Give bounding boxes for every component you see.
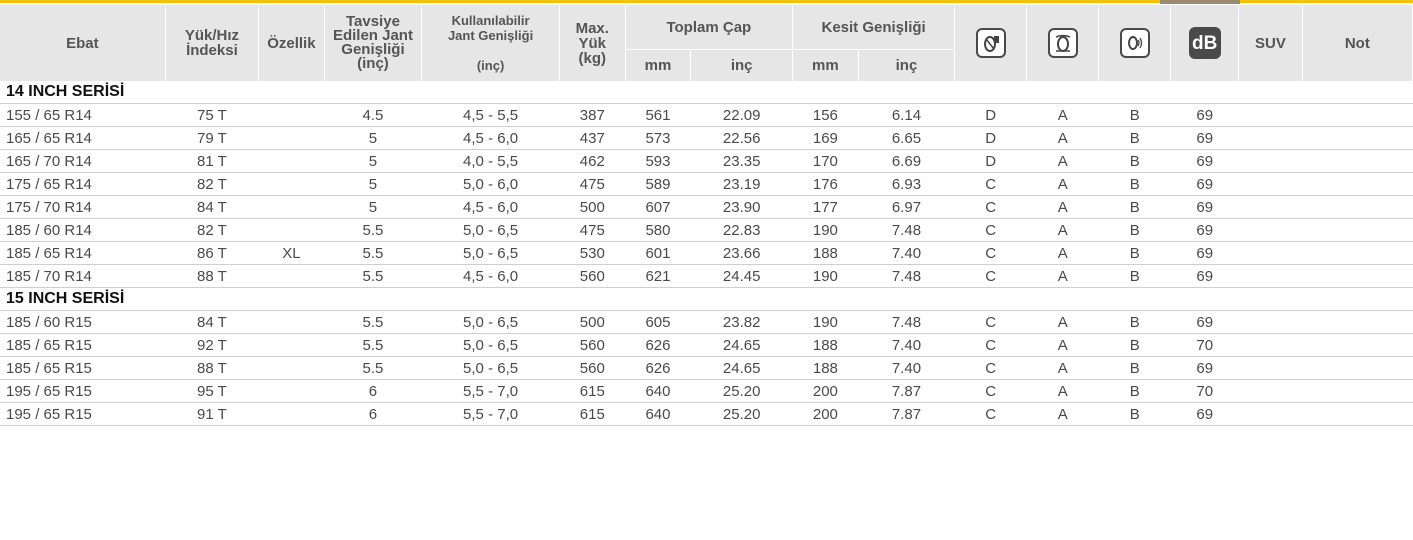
cell-kesit-mm: 188 [793, 334, 859, 357]
cell-not [1302, 357, 1412, 380]
cell-kesit-mm: 176 [793, 173, 859, 196]
cell-noise: B [1099, 357, 1171, 380]
cell-db: 69 [1171, 127, 1239, 150]
cell-wet: A [1027, 127, 1099, 150]
cell-kullanilabilir: 4,5 - 6,0 [422, 265, 560, 288]
table-row [0, 150, 1413, 173]
table-row [0, 380, 1413, 403]
cell-ebat: 185 / 65 R14 [0, 242, 165, 265]
cell-max: 615 [559, 403, 625, 426]
col-tavsiye: Tavsiye Edilen Jant Genişliği (inç) [324, 5, 421, 81]
cell-not [1302, 403, 1412, 426]
table-row [0, 104, 1413, 127]
cell-cap-mm: 593 [625, 150, 691, 173]
cell-db: 69 [1171, 173, 1239, 196]
table-header [0, 5, 1413, 81]
cell-noise: B [1099, 380, 1171, 403]
cell-max: 615 [559, 380, 625, 403]
cell-ozellik [259, 127, 325, 150]
cell-cap-inc: 24.45 [691, 265, 793, 288]
cell-not [1302, 127, 1412, 150]
col-yuk-hiz: Yük/Hız İndeksi [165, 5, 258, 81]
cell-kullanilabilir: 5,0 - 6,5 [422, 242, 560, 265]
cell-ozellik [259, 173, 325, 196]
cell-kesit-inc: 7.40 [858, 242, 954, 265]
cell-noise: B [1099, 242, 1171, 265]
cell-tavsiye: 4.5 [324, 104, 421, 127]
cell-fuel: C [955, 334, 1027, 357]
cell-max: 475 [559, 173, 625, 196]
cell-yuk: 82 T [165, 219, 258, 242]
cell-max: 500 [559, 311, 625, 334]
cell-noise: B [1099, 127, 1171, 150]
cell-ebat: 175 / 70 R14 [0, 196, 165, 219]
cell-ebat: 155 / 65 R14 [0, 104, 165, 127]
cell-kesit-mm: 200 [793, 380, 859, 403]
cell-not [1302, 150, 1412, 173]
cell-cap-mm: 607 [625, 196, 691, 219]
cell-kesit-mm: 200 [793, 403, 859, 426]
cell-db: 69 [1171, 104, 1239, 127]
cell-fuel: C [955, 311, 1027, 334]
cell-db: 69 [1171, 311, 1239, 334]
cell-cap-mm: 580 [625, 219, 691, 242]
cell-wet: A [1027, 242, 1099, 265]
cell-kesit-inc: 7.40 [858, 334, 954, 357]
series-header-row [0, 81, 1413, 104]
cell-cap-mm: 605 [625, 311, 691, 334]
cell-kullanilabilir: 4,5 - 6,0 [422, 127, 560, 150]
cell-yuk: 81 T [165, 150, 258, 173]
cell-kesit-inc: 7.87 [858, 380, 954, 403]
cell-kesit-mm: 190 [793, 219, 859, 242]
cell-suv [1239, 334, 1303, 357]
cell-suv [1239, 311, 1303, 334]
col-kesit-genisligi: Kesit Genişliği [793, 5, 955, 50]
cell-cap-inc: 22.56 [691, 127, 793, 150]
cell-noise: B [1099, 311, 1171, 334]
cell-kesit-inc: 6.97 [858, 196, 954, 219]
cell-suv [1239, 380, 1303, 403]
cell-cap-mm: 626 [625, 334, 691, 357]
cell-ozellik [259, 380, 325, 403]
cell-max: 475 [559, 219, 625, 242]
cell-max: 387 [559, 104, 625, 127]
col-noise [1099, 5, 1171, 81]
cell-suv [1239, 357, 1303, 380]
cell-fuel: C [955, 380, 1027, 403]
col-max-yuk: Max. Yük (kg) [559, 5, 625, 81]
cell-fuel: D [955, 127, 1027, 150]
cell-not [1302, 380, 1412, 403]
col-wet-grip [1027, 5, 1099, 81]
cell-kesit-mm: 190 [793, 311, 859, 334]
cell-yuk: 84 T [165, 196, 258, 219]
cell-cap-inc: 24.65 [691, 357, 793, 380]
cell-cap-inc: 25.20 [691, 403, 793, 426]
cell-kesit-inc: 6.93 [858, 173, 954, 196]
cell-wet: A [1027, 357, 1099, 380]
decibel-icon: dB [1189, 27, 1221, 59]
cell-kesit-inc: 6.14 [858, 104, 954, 127]
cell-ozellik [259, 265, 325, 288]
cell-kullanilabilir: 5,0 - 6,5 [422, 311, 560, 334]
wet-grip-icon [1048, 28, 1078, 58]
tire-size-table [0, 5, 1413, 426]
cell-db: 69 [1171, 357, 1239, 380]
cell-db: 70 [1171, 334, 1239, 357]
cell-kesit-mm: 156 [793, 104, 859, 127]
cell-kesit-inc: 7.87 [858, 403, 954, 426]
fuel-efficiency-icon [976, 28, 1006, 58]
cell-ebat: 195 / 65 R15 [0, 403, 165, 426]
cell-wet: A [1027, 311, 1099, 334]
cell-cap-mm: 640 [625, 380, 691, 403]
cell-suv [1239, 196, 1303, 219]
cell-kullanilabilir: 5,5 - 7,0 [422, 403, 560, 426]
cell-tavsiye: 6 [324, 380, 421, 403]
cell-ebat: 165 / 70 R14 [0, 150, 165, 173]
cell-kullanilabilir: 4,5 - 5,5 [422, 104, 560, 127]
col-fuel-efficiency [955, 5, 1027, 81]
cell-max: 437 [559, 127, 625, 150]
cell-suv [1239, 403, 1303, 426]
cell-cap-inc: 22.83 [691, 219, 793, 242]
cell-not [1302, 196, 1412, 219]
cell-kesit-mm: 188 [793, 242, 859, 265]
cell-tavsiye: 5.5 [324, 242, 421, 265]
cell-kullanilabilir: 5,5 - 7,0 [422, 380, 560, 403]
cell-ozellik [259, 334, 325, 357]
cell-cap-inc: 23.66 [691, 242, 793, 265]
cell-kesit-inc: 7.40 [858, 357, 954, 380]
cell-cap-inc: 24.65 [691, 334, 793, 357]
cell-ebat: 185 / 70 R14 [0, 265, 165, 288]
cell-db: 70 [1171, 380, 1239, 403]
cell-noise: B [1099, 104, 1171, 127]
cell-wet: A [1027, 403, 1099, 426]
cell-tavsiye: 5.5 [324, 265, 421, 288]
cell-max: 560 [559, 265, 625, 288]
cell-kullanilabilir: 5,0 - 6,5 [422, 219, 560, 242]
cell-fuel: C [955, 219, 1027, 242]
cell-suv [1239, 173, 1303, 196]
cell-yuk: 88 T [165, 265, 258, 288]
cell-tavsiye: 5 [324, 150, 421, 173]
cell-suv [1239, 127, 1303, 150]
cell-fuel: C [955, 196, 1027, 219]
cell-db: 69 [1171, 196, 1239, 219]
cell-kesit-mm: 177 [793, 196, 859, 219]
cell-tavsiye: 5 [324, 196, 421, 219]
cell-max: 462 [559, 150, 625, 173]
cell-cap-mm: 626 [625, 357, 691, 380]
col-toplam-cap: Toplam Çap [625, 5, 792, 50]
cell-ebat: 195 / 65 R15 [0, 380, 165, 403]
cell-ozellik [259, 219, 325, 242]
cell-kesit-mm: 170 [793, 150, 859, 173]
cell-wet: A [1027, 173, 1099, 196]
cell-fuel: C [955, 265, 1027, 288]
cell-not [1302, 219, 1412, 242]
cell-noise: B [1099, 173, 1171, 196]
cell-db: 69 [1171, 242, 1239, 265]
cell-kesit-mm: 190 [793, 265, 859, 288]
cell-ozellik [259, 150, 325, 173]
cell-kesit-inc: 6.65 [858, 127, 954, 150]
cell-ebat: 185 / 60 R15 [0, 311, 165, 334]
cell-suv [1239, 150, 1303, 173]
noise-class-icon [1120, 28, 1150, 58]
cell-max: 560 [559, 334, 625, 357]
cell-not [1302, 334, 1412, 357]
cell-tavsiye: 5.5 [324, 334, 421, 357]
cell-db: 69 [1171, 403, 1239, 426]
cell-fuel: C [955, 357, 1027, 380]
header-image-strip [1160, 0, 1240, 4]
cell-ebat: 165 / 65 R14 [0, 127, 165, 150]
cell-tavsiye: 5.5 [324, 311, 421, 334]
cell-fuel: D [955, 104, 1027, 127]
cell-cap-inc: 23.82 [691, 311, 793, 334]
cell-fuel: D [955, 150, 1027, 173]
col-kesit-inc: inç [858, 50, 954, 82]
cell-tavsiye: 5.5 [324, 219, 421, 242]
cell-cap-mm: 640 [625, 403, 691, 426]
cell-fuel: C [955, 403, 1027, 426]
table-row [0, 357, 1413, 380]
cell-kesit-mm: 188 [793, 357, 859, 380]
cell-yuk: 84 T [165, 311, 258, 334]
cell-noise: B [1099, 150, 1171, 173]
cell-kesit-inc: 7.48 [858, 311, 954, 334]
cell-max: 530 [559, 242, 625, 265]
col-ozellik: Özellik [259, 5, 325, 81]
cell-kullanilabilir: 4,0 - 5,5 [422, 150, 560, 173]
cell-cap-mm: 621 [625, 265, 691, 288]
cell-suv [1239, 242, 1303, 265]
cell-ebat: 185 / 65 R15 [0, 357, 165, 380]
table-row [0, 311, 1413, 334]
cell-not [1302, 104, 1412, 127]
cell-tavsiye: 6 [324, 403, 421, 426]
cell-yuk: 88 T [165, 357, 258, 380]
cell-ebat: 185 / 65 R15 [0, 334, 165, 357]
cell-cap-inc: 23.19 [691, 173, 793, 196]
col-not: Not [1302, 5, 1412, 81]
col-kesit-mm: mm [793, 50, 859, 82]
series-title: 14 INCH SERİSİ [0, 81, 1413, 104]
cell-cap-inc: 23.90 [691, 196, 793, 219]
cell-wet: A [1027, 334, 1099, 357]
cell-yuk: 79 T [165, 127, 258, 150]
cell-cap-mm: 573 [625, 127, 691, 150]
cell-not [1302, 242, 1412, 265]
table-row [0, 242, 1413, 265]
cell-cap-mm: 601 [625, 242, 691, 265]
table-row [0, 403, 1413, 426]
cell-not [1302, 265, 1412, 288]
table-row [0, 127, 1413, 150]
cell-ebat: 175 / 65 R14 [0, 173, 165, 196]
cell-max: 500 [559, 196, 625, 219]
cell-noise: B [1099, 196, 1171, 219]
cell-fuel: C [955, 242, 1027, 265]
col-kullanilabilir: Kullanılabilir Jant Genişliği (inç) [422, 5, 560, 81]
cell-ozellik [259, 196, 325, 219]
cell-wet: A [1027, 219, 1099, 242]
cell-ozellik [259, 403, 325, 426]
table-row [0, 334, 1413, 357]
series-header-row [0, 288, 1413, 311]
cell-suv [1239, 104, 1303, 127]
cell-kullanilabilir: 4,5 - 6,0 [422, 196, 560, 219]
cell-fuel: C [955, 173, 1027, 196]
cell-suv [1239, 265, 1303, 288]
cell-suv [1239, 219, 1303, 242]
cell-yuk: 75 T [165, 104, 258, 127]
cell-kesit-inc: 6.69 [858, 150, 954, 173]
table-row [0, 265, 1413, 288]
cell-yuk: 82 T [165, 173, 258, 196]
cell-cap-inc: 23.35 [691, 150, 793, 173]
col-suv: SUV [1239, 5, 1303, 81]
cell-cap-inc: 25.20 [691, 380, 793, 403]
cell-tavsiye: 5 [324, 173, 421, 196]
col-db [1171, 5, 1239, 81]
cell-ozellik: XL [259, 242, 325, 265]
cell-noise: B [1099, 265, 1171, 288]
table-row [0, 196, 1413, 219]
cell-ozellik [259, 104, 325, 127]
cell-kesit-mm: 169 [793, 127, 859, 150]
cell-kesit-inc: 7.48 [858, 265, 954, 288]
cell-wet: A [1027, 380, 1099, 403]
table-row [0, 173, 1413, 196]
cell-yuk: 92 T [165, 334, 258, 357]
cell-cap-mm: 589 [625, 173, 691, 196]
cell-not [1302, 173, 1412, 196]
cell-db: 69 [1171, 150, 1239, 173]
cell-kullanilabilir: 5,0 - 6,5 [422, 357, 560, 380]
series-title: 15 INCH SERİSİ [0, 288, 1413, 311]
cell-wet: A [1027, 150, 1099, 173]
cell-max: 560 [559, 357, 625, 380]
cell-wet: A [1027, 196, 1099, 219]
cell-db: 69 [1171, 219, 1239, 242]
cell-not [1302, 311, 1412, 334]
cell-cap-mm: 561 [625, 104, 691, 127]
cell-cap-inc: 22.09 [691, 104, 793, 127]
table-body [0, 81, 1413, 426]
cell-wet: A [1027, 265, 1099, 288]
cell-kullanilabilir: 5,0 - 6,5 [422, 334, 560, 357]
cell-db: 69 [1171, 265, 1239, 288]
col-cap-mm: mm [625, 50, 691, 82]
col-ebat: Ebat [0, 5, 165, 81]
cell-yuk: 86 T [165, 242, 258, 265]
cell-ebat: 185 / 60 R14 [0, 219, 165, 242]
cell-wet: A [1027, 104, 1099, 127]
cell-yuk: 91 T [165, 403, 258, 426]
cell-ozellik [259, 357, 325, 380]
cell-noise: B [1099, 219, 1171, 242]
cell-kesit-inc: 7.48 [858, 219, 954, 242]
cell-kullanilabilir: 5,0 - 6,0 [422, 173, 560, 196]
table-row [0, 219, 1413, 242]
cell-tavsiye: 5.5 [324, 357, 421, 380]
cell-tavsiye: 5 [324, 127, 421, 150]
cell-yuk: 95 T [165, 380, 258, 403]
cell-ozellik [259, 311, 325, 334]
cell-noise: B [1099, 403, 1171, 426]
cell-noise: B [1099, 334, 1171, 357]
col-cap-inc: inç [691, 50, 793, 82]
